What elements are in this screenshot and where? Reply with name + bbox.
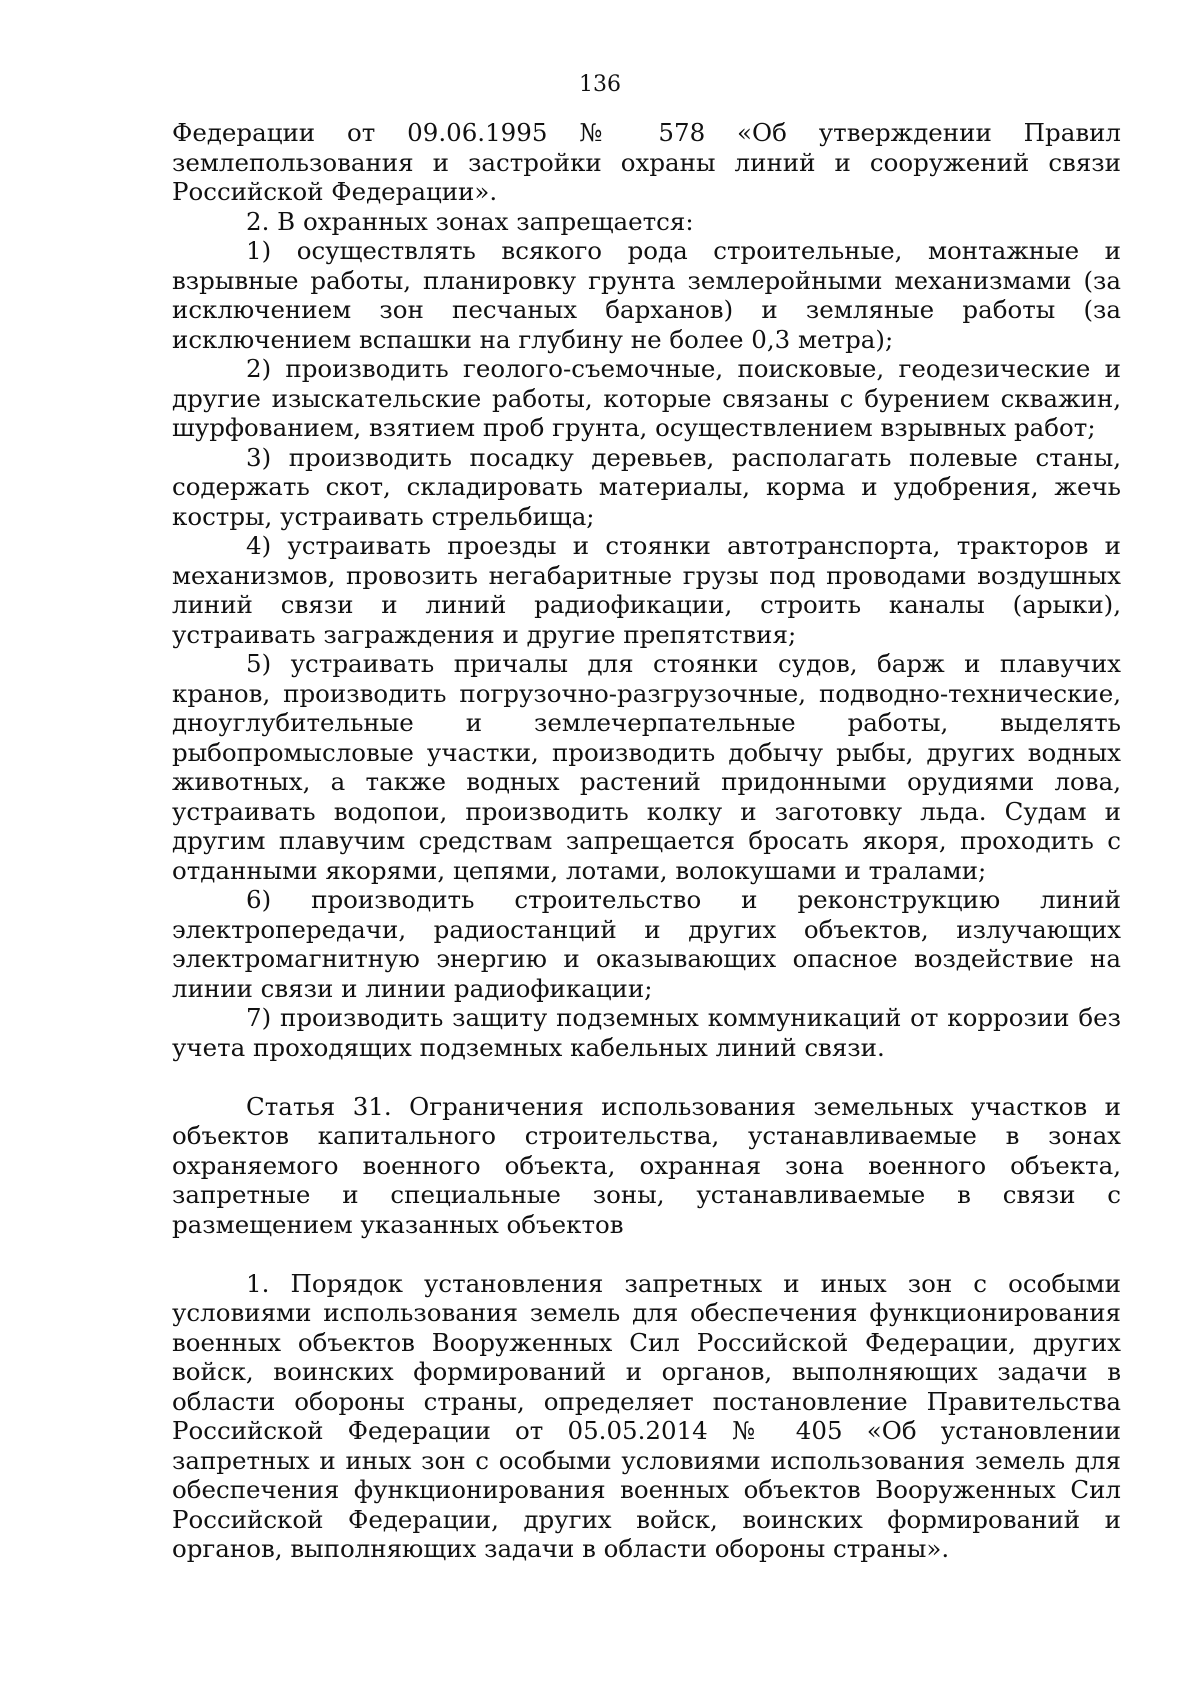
spacer	[172, 1062, 1121, 1092]
list-item-3: 3) производить посадку деревьев, располагать полевые станы, содержать скот, складировать материалы, корма и удобрения, жечь костры, устраивать стрельбища;	[172, 442, 1121, 531]
paragraph-continuation: Федерации от 09.06.1995 № 578 «Об утверждении Правил землепользования и застройки охраны линий и сооружений связи Российской Федерации».	[172, 118, 1121, 206]
list-item-6: 6) производить строительство и реконструкцию линий электропередачи, радиостанций и других объектов, излучающих электромагнитную энергию и оказывающих опасное воздействие на линии связи и линии радиофикации;	[172, 885, 1121, 1003]
article-heading: Статья 31. Ограничения использования земельных участков и объектов капитального строительства, устанавливаемые в зонах охраняемого военного объекта, охранная зона военного объекта, запретные и специальные зоны, устанавливаемые в связи с размещением указанных объектов	[172, 1091, 1121, 1239]
paragraph-prohibitions-intro: 2. В охранных зонах запрещается:	[246, 206, 694, 236]
list-item-2: 2) производить геолого-съемочные, поисковые, геодезические и другие изыскательские работы, которые связаны с бурением скважин, шурфованием, взятием проб грунта, осуществлением взрывных работ;	[172, 354, 1121, 442]
page-content	[172, 118, 1121, 1564]
article-paragraph-1: 1. Порядок установления запретных и иных зон с особыми условиями использования земель для обеспечения функционирования военных объектов Вооруженных Сил Российской Федерации, других войск, воинских формирований и органов, выполняющих задачи в области обороны страны, определяет постановление Правительства Российской Федерации от 05.05.2014 № 405 «Об установлении запретных и иных зон с особыми условиями использования земель для обеспечения функционирования военных объектов Вооруженных Сил Российской Федерации, других войск, воинских формирований и органов, выполняющих задачи в области обороны страны».	[172, 1268, 1121, 1563]
list-item-1: 1) осуществлять всякого рода строительные, монтажные и взрывные работы, планировку грунта землеройными механизмами (за исключением зон песчаных барханов) и земляные работы (за исключением вспашки на глубину не более 0,3 метра);	[172, 236, 1121, 354]
list-item-7: 7) производить защиту подземных коммуникаций от коррозии без учета проходящих подземных кабельных линий связи.	[172, 1003, 1121, 1062]
page-number: 136	[579, 72, 621, 97]
list-item-5: 5) устраивать причалы для стоянки судов, барж и плавучих кранов, производить погрузочно-разгрузочные, подводно-технические, дноуглубительные и землечерпательные работы, выделять рыбопромысловые участки, производить добычу рыбы, других водных животных, а также водных растений придонными орудиями лова, устраивать водопои, производить колку и заготовку льда. Судам и другим плавучим средствам запрещается бросать якоря, проходить с отданными якорями, цепями, лотами, волокушами и тралами;	[172, 649, 1121, 885]
list-item-4: 4) устраивать проезды и стоянки автотранспорта, тракторов и механизмов, провозить негабаритные грузы под проводами воздушных линий связи и линий радиофикации, строить каналы (арыки), устраивать заграждения и другие препятствия;	[172, 531, 1121, 649]
spacer	[172, 1239, 1121, 1269]
